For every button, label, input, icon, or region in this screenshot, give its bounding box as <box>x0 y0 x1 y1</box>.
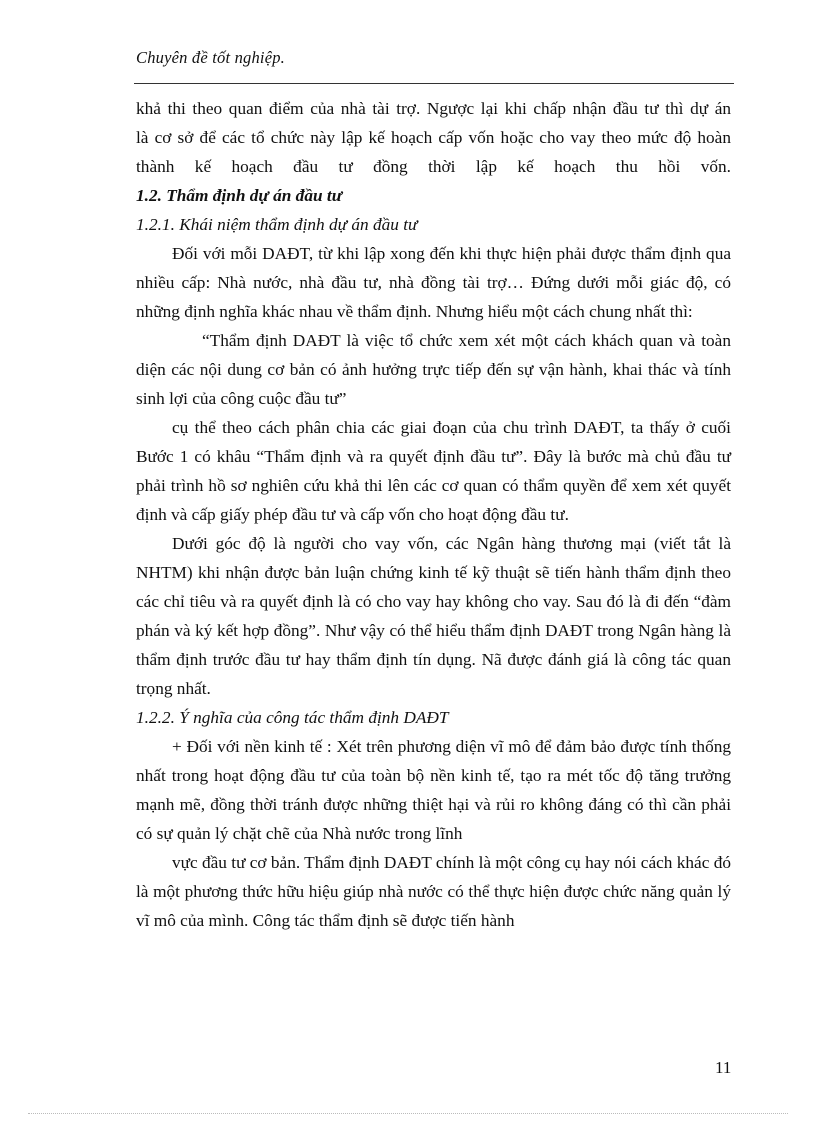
intro-line-2: là cơ sở để các tổ chức này lập kế hoạch cấp vốn hoặc cho vay theo mức độ hoàn <box>136 128 731 147</box>
subsection-2-heading: 1.2.2. Ý nghĩa của công tác thẩm định DAĐT <box>136 708 449 727</box>
subsection-1-heading: 1.2.1. Khái niệm thẩm định dự án đầu tư <box>136 215 418 234</box>
subsection-1-paragraph-1: Đối với mỗi DAĐT, từ khi lập xong đến khi thực hiện phải được thẩm định qua nhiều cấp: Nhà nước, nhà đầu tư, nhà đồng tài trợ… Đứng dưới mỗi giác độ, có những định nghĩa khác nhau về thẩm định. Nhưng hiểu một cách chung nhất thì: <box>136 244 731 321</box>
header-title: Chuyên đề tốt nghiệp. <box>136 48 286 67</box>
footer-dotted-rule <box>28 1113 788 1114</box>
intro-line-3: thành kế hoạch đầu tư đồng thời lập kế hoạch thu hồi vốn. <box>136 157 731 176</box>
page-body <box>136 94 731 935</box>
subsection-1-paragraph-3: Dưới góc độ là người cho vay vốn, các Ngân hàng thương mại (viết tắt là NHTM) khi nhận được bản luận chứng kinh tế kỹ thuật sẽ tiến hành thẩm định theo các chỉ tiêu và ra quyết định là có cho vay hay không cho vay. Sau đó là đi đến “đàm phán và ký kết hợp đồng”. Như vậy có thể hiểu thẩm định DAĐT trong Ngân hàng là thẩm định trước đầu tư hay thẩm định tín dụng. Nã được đánh giá là công tác quan trọng nhất. <box>136 534 731 698</box>
page-number: 11 <box>715 1058 732 1077</box>
subsection-1-paragraph-2: cụ thể theo cách phân chia các giai đoạn của chu trình DAĐT, ta thấy ở cuối Bước 1 có khâu “Thẩm định và ra quyết định đầu tư”. Đây là bước mà chủ đầu tư phải trình hồ sơ nghiên cứu khả thi lên các cơ quan có thẩm quyền để xem xét quyết định và cấp giấy phép đầu tư và cấp vốn cho hoạt động đầu tư. <box>136 418 731 524</box>
intro-line-1: khả thi theo quan điểm của nhà tài trợ. Ngược lại khi chấp nhận đầu tư thì dự án <box>136 99 731 118</box>
section-heading: 1.2. Thẩm định dự án đầu tư <box>136 186 343 205</box>
header-rule <box>134 83 734 84</box>
subsection-2-paragraph-2: vực đầu tư cơ bản. Thẩm định DAĐT chính là một công cụ hay nói cách khác đó là một phương thức hữu hiệu giúp nhà nước có thể thực hiện được chức năng quản lý vĩ mô của mình. Công tác thẩm định sẽ được tiến hành <box>136 853 731 930</box>
definition-quote: “Thẩm định DAĐT là việc tổ chức xem xét một cách khách quan và toàn diện các nội dung cơ bản có ảnh hưởng trực tiếp đến sự vận hành, khai thác và tính sinh lợi của công cuộc đầu tư” <box>136 331 731 408</box>
subsection-2-paragraph-1: + Đối với nền kinh tế : Xét trên phương diện vĩ mô để đảm bảo được tính thống nhất trong hoạt động đầu tư của toàn bộ nền kinh tế, tạo ra mét tốc độ tăng trưởng mạnh mẽ, đồng thời tránh được những thiệt hại và rủi ro không đáng có thì cần phải có sự quản lý chặt chẽ của Nhà nước trong lĩnh <box>136 737 731 843</box>
